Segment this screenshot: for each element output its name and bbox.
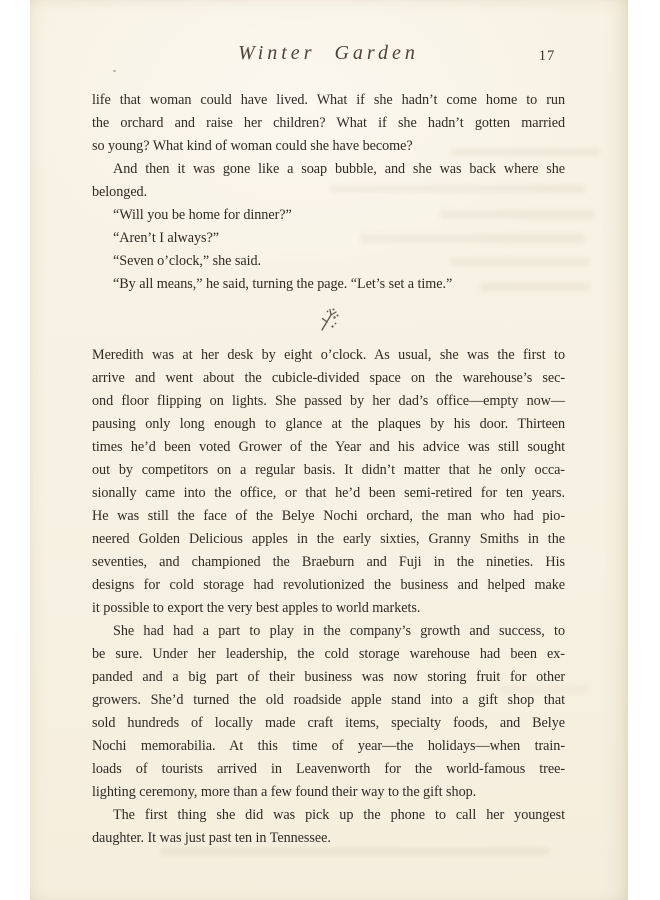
text-line: be sure. Under her leadership, the cold storage warehouse had been ex-: [92, 646, 565, 662]
paragraph: [92, 273, 565, 296]
paragraph: [92, 344, 565, 620]
text-line: “Seven o’clock,” she said.: [113, 253, 262, 269]
scene-break-divider: [92, 296, 565, 344]
text-line: sionally came into the office, or that he’d been semi-retired for ten years.: [92, 485, 565, 501]
text-line: He was still the face of the Belye Nochi orchard, the man who had pio-: [92, 508, 565, 524]
text-line: lighting ceremony, more than a few found their way to the gift shop.: [92, 784, 477, 800]
text-line: “Aren’t I always?”: [113, 230, 219, 246]
text-line: it possible to export the very best apples to world markets.: [92, 600, 421, 616]
text-line: designs for cold storage had revolutionized the business and helped make: [92, 577, 565, 593]
text-line: daughter. It was just past ten in Tennessee.: [92, 830, 331, 846]
text-line: growers. She’d turned the old roadside apple stand into a gift shop that: [92, 692, 565, 708]
text-line: pausing only long enough to glance at the plaques by his door. Thirteen: [92, 416, 565, 432]
page-body: [92, 89, 565, 850]
page-number: 17: [538, 48, 556, 64]
text-line: “By all means,” he said, turning the page. “Let’s set a time.”: [113, 276, 453, 292]
paragraph: [92, 204, 565, 227]
paragraph: [92, 620, 565, 804]
paragraph: [92, 89, 565, 158]
paragraph: [92, 158, 565, 204]
text-line: Meredith was at her desk by eight o’clock. As usual, she was the first to: [92, 347, 565, 363]
text-line: Nochi memorabilia. At this time of year—the holidays—when train-: [92, 738, 565, 754]
book-page-paper: [30, 0, 628, 900]
text-line: panded and a big part of their business was now storing fruit for other: [92, 669, 565, 685]
text-line: And then it was gone like a soap bubble, and she was back where she: [113, 161, 565, 177]
text-line: out by competitors on a regular basis. It didn’t matter that he only occa-: [92, 462, 565, 478]
text-line: The first thing she did was pick up the phone to call her youngest: [113, 807, 565, 823]
running-header: [92, 42, 565, 65]
text-line: “Will you be home for dinner?”: [113, 207, 292, 223]
text-line: neered Golden Delicious apples in the early sixties, Granny Smiths in the: [92, 531, 565, 547]
paragraph: [92, 250, 565, 273]
text-line: She had had a part to play in the company’s growth and success, to: [113, 623, 565, 639]
scan-speck: [113, 70, 116, 72]
text-line: arrive and went about the cubicle-divided space on the warehouse’s sec-: [92, 370, 565, 386]
paragraph: [92, 804, 565, 850]
running-header-title: Winter Garden: [238, 42, 419, 64]
text-line: times he’d been voted Grower of the Year and his advice was still sought: [92, 439, 565, 455]
text-line: belonged.: [92, 184, 148, 200]
text-line: loads of tourists arrived in Leavenworth for the world-famous tree-: [92, 761, 565, 777]
text-line: sold hundreds of locally made craft items, specialty foods, and Belye: [92, 715, 565, 731]
text-line: seventies, and championed the Braeburn and Fuji in the nineties. His: [92, 554, 565, 570]
text-line: ond floor flipping on lights. She passed by her dad’s office—empty now—: [92, 393, 565, 409]
text-line: so young? What kind of woman could she have become?: [92, 138, 413, 154]
text-line: the orchard and raise her children? What if she hadn’t gotten married: [92, 115, 565, 131]
paragraph: [92, 227, 565, 250]
text-line: life that woman could have lived. What if she hadn’t come home to run: [92, 92, 565, 108]
sprig-asterisk-icon: [318, 307, 340, 333]
